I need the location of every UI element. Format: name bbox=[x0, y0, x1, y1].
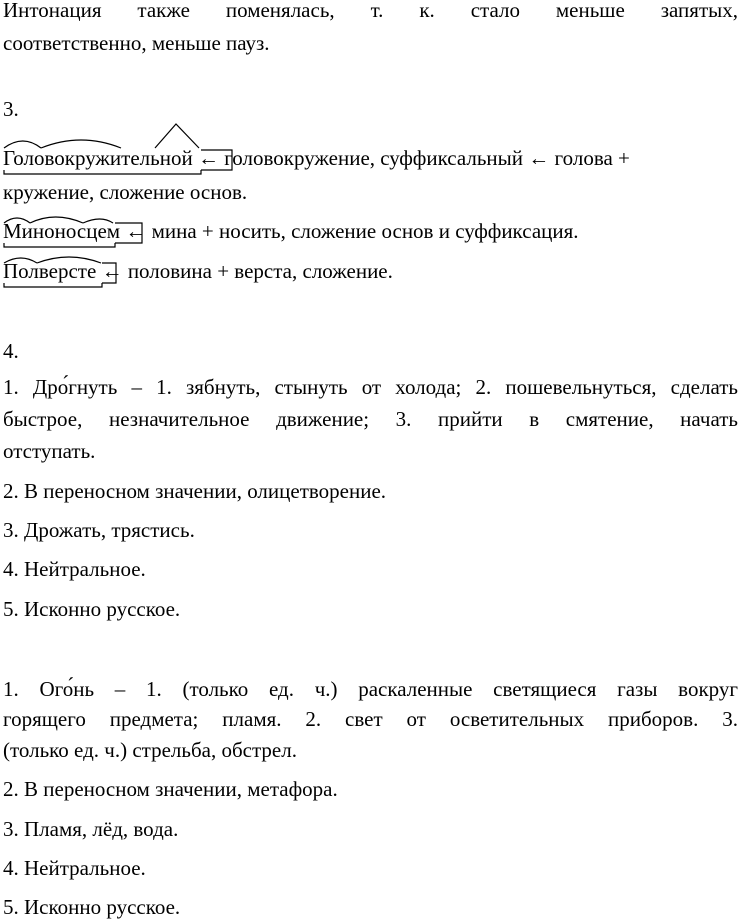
morpheme-word-minonoscem bbox=[3, 219, 120, 243]
morph-line-2 bbox=[3, 219, 579, 243]
morpheme-word-golovokruzhitelnoy bbox=[3, 146, 193, 170]
entry-2-line-3: (только ед. ч.) стрельба, обстрел. bbox=[3, 738, 297, 762]
entry-1-line-3: отступать. bbox=[3, 439, 96, 463]
intro-line-2: соответственно, меньше пауз. bbox=[3, 31, 270, 55]
morph-explanation-3: ← половина + верста, сложение. bbox=[101, 259, 393, 283]
entry-1-line-2: быстрое, незначительное движение; 3. прийти в смятение, начать bbox=[3, 407, 738, 431]
entry-2-point-5: 5. Исконно русское. bbox=[3, 895, 181, 919]
morph-explanation-2: ← мина + носить, сложение основ и суффиксация. bbox=[125, 219, 579, 243]
entry-2-point-2: 2. В переносном значении, метафора. bbox=[3, 777, 338, 801]
entry-2-point-4: 4. Нейтральное. bbox=[3, 856, 146, 880]
entry-1-point-3: 3. Дрожать, трястись. bbox=[3, 518, 195, 542]
morph-line-1 bbox=[3, 146, 630, 170]
morph-line-1-cont: кружение, сложение основ. bbox=[3, 180, 248, 204]
intro-line-1: Интонация также поменялась, т. к. стало меньше запятых, bbox=[3, 0, 738, 22]
entry-2-point-3: 3. Пламя, лёд, вода. bbox=[3, 817, 179, 841]
morpheme-word-text: Головокружительной bbox=[3, 146, 193, 170]
morpheme-word-text: Полверсте bbox=[3, 259, 97, 283]
section-3-number: 3. bbox=[3, 97, 19, 121]
entry-2-line-2: горящего предмета; пламя. 2. свет от осветительных приборов. 3. bbox=[3, 707, 738, 731]
entry-2-line-1: 1. Ого́нь – 1. (только ед. ч.) раскаленные светящиеся газы вокруг bbox=[3, 677, 738, 701]
section-4-number: 4. bbox=[3, 339, 19, 363]
entry-1-point-5: 5. Исконно русское. bbox=[3, 597, 181, 621]
entry-1-line-1: 1. Дро́гнуть – 1. зябнуть, стынуть от холода; 2. пошевельнуться, сделать bbox=[3, 375, 738, 399]
entry-1-point-4: 4. Нейтральное. bbox=[3, 557, 146, 581]
morpheme-word-polverste bbox=[3, 259, 96, 283]
entry-1-point-2: 2. В переносном значении, олицетворение. bbox=[3, 479, 387, 503]
morpheme-word-text: Миноносцем bbox=[3, 219, 121, 243]
morph-line-3 bbox=[3, 259, 393, 283]
morph-explanation-1: ← головокружение, суффиксальный ← голова + bbox=[197, 146, 630, 170]
